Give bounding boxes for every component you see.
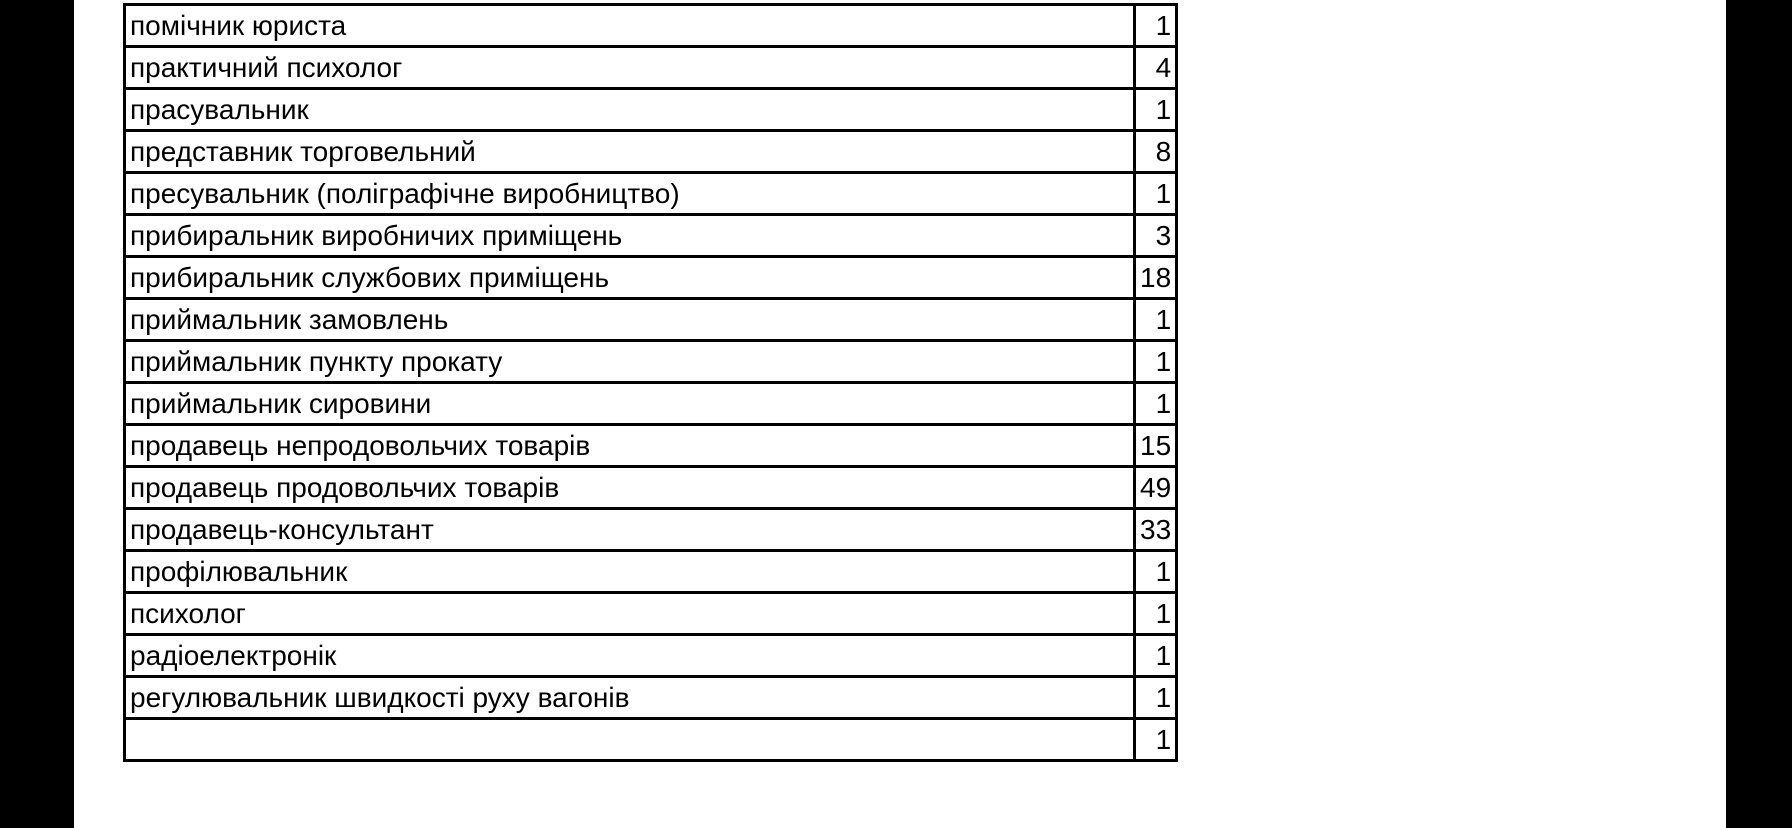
table-row: [125, 383, 1177, 425]
occupation-name-cell: практичний психолог: [125, 47, 1135, 89]
occupation-name-cell: регулювальник швидкості руху вагонів: [125, 677, 1135, 719]
vacancy-count-cell: 1: [1135, 677, 1177, 719]
table-row: [125, 635, 1177, 677]
vacancy-count-cell: 3: [1135, 215, 1177, 257]
table-row: [125, 467, 1177, 509]
table-row: [125, 299, 1177, 341]
vacancy-count-cell: 1: [1135, 635, 1177, 677]
occupation-table: [123, 3, 1178, 762]
vacancy-count-cell: 15: [1135, 425, 1177, 467]
vacancy-count-cell: 18: [1135, 257, 1177, 299]
occupation-name-cell: приймальник пункту прокату: [125, 341, 1135, 383]
occupation-name-cell: профілювальник: [125, 551, 1135, 593]
vacancy-count-cell: 1: [1135, 89, 1177, 131]
table-row: [125, 341, 1177, 383]
vacancy-count-cell: 1: [1135, 5, 1177, 47]
vacancy-count-cell: 1: [1135, 173, 1177, 215]
occupation-name-cell: прибиральник виробничих приміщень: [125, 215, 1135, 257]
vacancy-count-cell: 1: [1135, 551, 1177, 593]
occupation-name-cell: помічник юриста: [125, 5, 1135, 47]
table-row: [125, 257, 1177, 299]
table-row: [125, 509, 1177, 551]
table-row: [125, 5, 1177, 47]
occupation-name-cell: психолог: [125, 593, 1135, 635]
occupation-name-cell: пресувальник (поліграфічне виробництво): [125, 173, 1135, 215]
occupation-name-cell: прасувальник: [125, 89, 1135, 131]
table-row: [125, 593, 1177, 635]
table-row: [125, 719, 1177, 761]
table-row: [125, 551, 1177, 593]
occupation-name-cell: продавець непродовольчих товарів: [125, 425, 1135, 467]
vacancy-count-cell: 1: [1135, 719, 1177, 761]
occupation-name-cell: приймальник замовлень: [125, 299, 1135, 341]
occupation-name-cell: прибиральник службових приміщень: [125, 257, 1135, 299]
vacancy-count-cell: 8: [1135, 131, 1177, 173]
vacancy-count-cell: 33: [1135, 509, 1177, 551]
occupation-name-cell: продавець продовольчих товарів: [125, 467, 1135, 509]
table-row: [125, 89, 1177, 131]
vacancy-count-cell: 4: [1135, 47, 1177, 89]
table-row: [125, 131, 1177, 173]
vacancy-count-cell: 1: [1135, 341, 1177, 383]
vacancy-count-cell: 1: [1135, 383, 1177, 425]
vacancy-count-cell: 1: [1135, 593, 1177, 635]
occupation-name-cell: представник торговельний: [125, 131, 1135, 173]
vacancy-count-cell: 49: [1135, 467, 1177, 509]
occupation-table-body: [125, 5, 1177, 761]
table-row: [125, 47, 1177, 89]
occupation-name-cell: радіоелектронік: [125, 635, 1135, 677]
document-page: [74, 0, 1726, 828]
table-row: [125, 677, 1177, 719]
table-row: [125, 173, 1177, 215]
table-row: [125, 425, 1177, 467]
table-row: [125, 215, 1177, 257]
occupation-name-cell: продавець-консультант: [125, 509, 1135, 551]
occupation-name-cell: [125, 719, 1135, 761]
occupation-name-cell: приймальник сировини: [125, 383, 1135, 425]
vacancy-count-cell: 1: [1135, 299, 1177, 341]
